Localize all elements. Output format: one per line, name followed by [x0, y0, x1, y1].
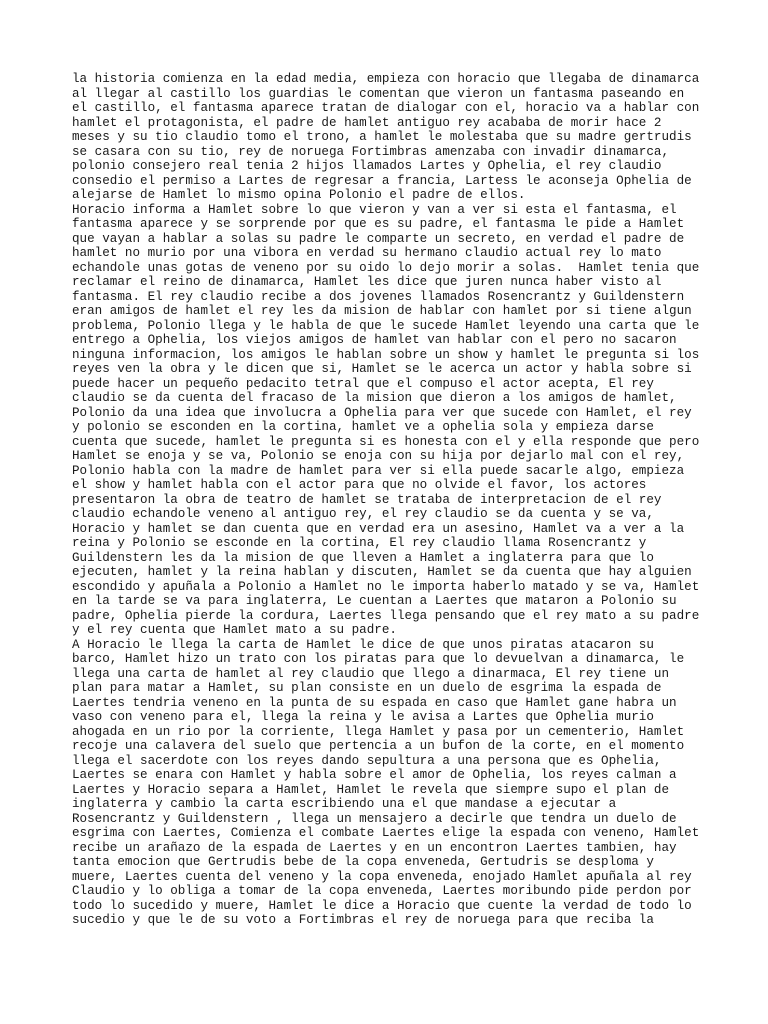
text-line: Guildenstern les da la mision de que lleven a Hamlet a inglaterra para que lo: [72, 550, 654, 565]
text-line: plan para matar a Hamlet, su plan consiste en un duelo de esgrima la espada de: [72, 681, 662, 695]
text-line: reina y Polonio se esconde en la cortina, El rey claudio llama Rosencrantz y: [72, 536, 647, 550]
text-line: claudio echandole veneno al antiguo rey, el rey claudio se da cuenta y se va,: [72, 507, 654, 521]
text-line: puede hacer un pequeño pedacito tetral que el compuso el actor acepta, El rey: [72, 376, 654, 391]
text-line: escondido y apuñala a Polonio a Hamlet no le importa haberlo matado y se va, Hamlet: [72, 579, 700, 594]
text-line: reyes ven la obra y le dicen que si, Hamlet se le acerca un actor y habla sobre si: [72, 362, 692, 376]
text-line: Claudio y lo obliga a tomar de la copa enveneda, Laertes moribundo pide perdon por: [72, 884, 692, 898]
text-line: ejecuten, hamlet y la reina hablan y discuten, Hamlet se da cuenta que hay alguien: [72, 565, 692, 579]
text-line: llega el sacerdote con los reyes dando sepultura a una persona que es Ophelia,: [72, 753, 662, 768]
text-line: al llegar al castillo los guardias le comentan que vieron un fantasma paseando en: [72, 86, 685, 101]
text-line: A Horacio le llega la carta de Hamlet le dice de que unos piratas atacaron su: [72, 637, 654, 652]
text-line: Horacio informa a Hamlet sobre lo que vieron y van a ver si esta el fantasma, el: [72, 202, 677, 217]
text-line: Hamlet se enoja y se va, Polonio se enoja con su hija por dejarlo mal con el rey,: [72, 449, 685, 463]
text-line: Polonio da una idea que involucra a Ophelia para ver que sucede con Hamlet, el rey: [72, 405, 692, 420]
text-line: ahogada en un rio por la corriente, llega Hamlet y pasa por un cementerio, Hamlet: [72, 724, 685, 739]
text-line: que vayan a hablar a solas su padre le comparte un secreto, en verdad el padre de: [72, 231, 685, 246]
text-line: meses y su tio claudio tomo el trono, a hamlet le molestaba que su madre gertrudis: [72, 130, 692, 144]
text-line: problema, Polonio llega y le habla de que le sucede Hamlet leyendo una carta que le: [72, 318, 700, 333]
text-line: Polonio habla con la madre de hamlet para ver si ella puede sacarle algo, empieza: [72, 463, 685, 478]
text-line: esgrima con Laertes, Comienza el combate Laertes elige la espada con veneno, Hamlet: [72, 826, 700, 840]
text-line: echandole unas gotas de veneno por su oido lo dejo morir a solas. Hamlet tenia que: [72, 260, 700, 275]
text-line: Horacio y hamlet se dan cuenta que en verdad era un asesino, Hamlet va a ver a la: [72, 521, 685, 536]
text-line: consedio el permiso a Lartes de regresar a francia, Lartess le aconseja Ophelia de: [72, 173, 692, 188]
text-line: fantasma aparece y se sorprende por que es su padre, el fantasma le pide a Hamlet: [72, 217, 685, 231]
text-line: presentaron la obra de teatro de hamlet se trataba de interpretacion de el rey: [72, 492, 662, 507]
text-line: sucedio y que le de su voto a Fortimbras el rey de noruega para que reciba la: [72, 913, 654, 927]
text-line: reclamar el reino de dinamarca, Hamlet les dice que juren nunca haber visto al: [72, 275, 662, 289]
text-line: todo lo sucedido y muere, Hamlet le dice a Horacio que cuente la verdad de todo lo: [72, 898, 692, 913]
text-line: Laertes y Horacio separa a Hamlet, Hamlet le revela que siempre supo el plan de: [72, 782, 670, 797]
text-line: recibe un arañazo de la espada de Laertes y en un encontron Laertes tambien, hay: [72, 840, 677, 855]
text-line: y polonio se esconden en la cortina, hamlet ve a ophelia sola y empieza darse: [72, 420, 654, 434]
document-page: [72, 72, 712, 928]
text-line: recoje una calavera del suelo que pertencia a un bufon de la corte, en el momento: [72, 739, 685, 753]
text-line: ninguna informacion, los amigos le hablan sobre un show y hamlet le pregunta si los: [72, 347, 700, 362]
text-line: hamlet no murio por una vibora en verdad su hermano claudio actual rey lo mato: [72, 246, 662, 260]
text-line: padre, Ophelia pierde la cordura, Laertes llega pensando que el rey mato a su padre: [72, 608, 700, 623]
text-line: vaso con veneno para el, llega la reina y le avisa a Lartes que Ophelia murio: [72, 710, 654, 724]
text-line: en la tarde se va para inglaterra, Le cuentan a Laertes que mataron a Polonio su: [72, 594, 677, 608]
text-line: y el rey cuenta que Hamlet mato a su padre.: [72, 623, 397, 637]
text-line: tanta emocion que Gertrudis bebe de la copa enveneda, Gertudris se desploma y: [72, 855, 654, 869]
text-line: hamlet el protagonista, el padre de hamlet antiguo rey acababa de morir hace 2: [72, 115, 662, 130]
text-line: entrego a Ophelia, los viejos amigos de hamlet van hablar con el pero no sacaron: [72, 333, 677, 347]
text-line: Laertes tendria veneno en la punta de su espada en caso que Hamlet gane habra un: [72, 695, 677, 710]
text-line: inglaterra y cambio la carta escribiendo una el que mandase a ejecutar a: [72, 797, 617, 811]
text-line: Rosencrantz y Guildenstern , llega un mensajero a decirle que tendra un duelo de: [72, 811, 677, 826]
text-line: Laertes se enara con Hamlet y habla sobre el amor de Ophelia, los reyes calman a: [72, 768, 677, 782]
text-line: muere, Laertes cuenta del veneno y la copa enveneda, enojado Hamlet apuñala al rey: [72, 869, 692, 884]
text-line: eran amigos de hamlet el rey les da mision de hablar con hamlet por si tiene algun: [72, 304, 692, 318]
text-line: el show y hamlet habla con el actor para que no olvide el favor, los actores: [72, 478, 647, 492]
text-line: claudio se da cuenta del fracaso de la mision que dieron a los amigos de hamlet,: [72, 391, 677, 405]
text-line: el castillo, el fantasma aparece tratan de dialogar con el, horacio va a hablar con: [72, 101, 700, 115]
text-line: cuenta que sucede, hamlet le pregunta si es honesta con el y ella responde que pero: [72, 434, 700, 449]
text-line: fantasma. El rey claudio recibe a dos jovenes llamados Rosencrantz y Guildenstern: [72, 289, 685, 304]
text-line: barco, Hamlet hizo un trato con los piratas para que lo devuelvan a dinamarca, le: [72, 652, 685, 666]
text-line: llega una carta de hamlet al rey claudio que llego a dinarmaca, El rey tiene un: [72, 666, 670, 681]
text-line: se casara con su tio, rey de noruega Fortimbras amenzaba con invadir dinamarca,: [72, 144, 670, 159]
text-line: alejarse de Hamlet lo mismo opina Polonio el padre de ellos.: [72, 188, 526, 202]
text-line: polonio consejero real tenia 2 hijos llamados Lartes y Ophelia, el rey claudio: [72, 159, 662, 173]
text-line: la historia comienza en la edad media, empieza con horacio que llegaba de dinamarca: [72, 72, 700, 86]
